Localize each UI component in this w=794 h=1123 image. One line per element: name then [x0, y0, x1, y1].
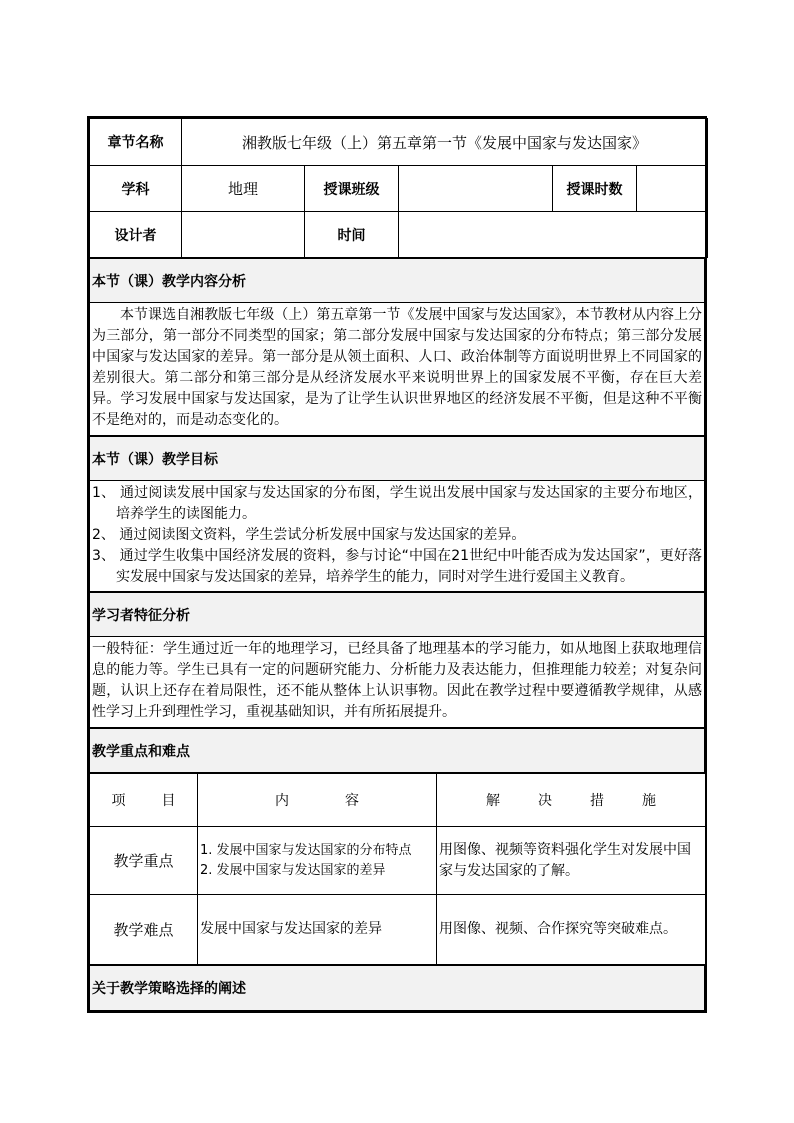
- lesson-plan-table: [87, 116, 707, 1013]
- key-point-solution: 用图像、视频等资料强化学生对发展中国家与发达国家的了解。: [437, 827, 706, 895]
- time-value: [399, 212, 708, 258]
- col-header-item: 项 目: [90, 774, 198, 827]
- chapter-label: 章节名称: [90, 119, 182, 166]
- learner-analysis-title: 学习者特征分析: [90, 593, 705, 637]
- subject-value: 地理: [182, 166, 305, 212]
- designer-label: 设计者: [90, 212, 182, 258]
- key-point-content-line: 2. 发展中国家与发达国家的差异: [200, 862, 386, 878]
- learner-analysis-text: 一般特征：学生通过近一年的地理学习，已经具备了地理基本的学习能力，如从地图上获取地理信息的能力等。学生已具有一定的问题研究能力、分析能力及表达能力，但推理能力较差；对复杂问题，认识上还存在着局限性，还不能从整体上认识事物。因此在教学过程中要遵循教学规律，从感性学习上升到理性学习，重视基础知识，并有所拓展提升。: [90, 637, 705, 728]
- key-points-table: [89, 773, 706, 965]
- key-points-title: 教学重点和难点: [90, 729, 705, 773]
- key-point-content: [198, 827, 437, 895]
- objective-item: 1、 通过阅读发展中国家与发达国家的分布图，学生说出发展中国家与发达国家的主要分布地区，培养学生的读图能力。: [92, 485, 702, 522]
- content-analysis-title: 本节（课）教学内容分析: [90, 259, 705, 303]
- class-label: 授课班级: [305, 166, 399, 212]
- strategy-section: [89, 965, 705, 1011]
- content-analysis-text: 本节课选自湘教版七年级（上）第五章第一节《发展中国家与发达国家》，本节教材从内容上分为三部分，第一部分不同类型的国家；第二部分发展中国家与发达国家的分布特点；第三部分发展中国家与发达国家的差异。第一部分是从领土面积、人口、政治体制等方面说明世界上不同国家的差别很大。第二部分和第三部分是从经济发展水平来说明世界上的国家发展不平衡，存在巨大差异。学习发展中国家与发达国家，是为了让学生认识世界地区的经济发展不平衡，但是这种不平衡不是绝对的，而是动态变化的。: [90, 303, 705, 436]
- class-value: [399, 166, 553, 212]
- objectives-list: [90, 481, 705, 592]
- hours-value: [637, 166, 708, 212]
- difficulty-content: 发展中国家与发达国家的差异: [198, 895, 437, 965]
- key-points-section: [89, 728, 705, 773]
- objectives-section: [89, 436, 705, 592]
- key-point-content-line: 1. 发展中国家与发达国家的分布特点: [200, 842, 412, 858]
- time-label: 时间: [305, 212, 399, 258]
- objective-item: 2、 通过阅读图文资料，学生尝试分析发展中国家与发达国家的差异。: [92, 527, 526, 543]
- objectives-title: 本节（课）教学目标: [90, 437, 705, 481]
- chapter-value: 湘教版七年级（上）第五章第一节《发展中国家与发达国家》: [182, 119, 708, 166]
- content-analysis-section: [89, 258, 705, 436]
- col-header-content: 内 容: [198, 774, 437, 827]
- designer-value: [182, 212, 305, 258]
- difficulty-solution: 用图像、视频、合作探究等突破难点。: [437, 895, 706, 965]
- learner-analysis-section: [89, 592, 705, 728]
- objective-item: 3、 通过学生收集中国经济发展的资料，参与讨论“中国在21世纪中叶能否成为发达国家”，更好落实发展中国家与发达国家的差异，培养学生的能力，同时对学生进行爱国主义教育。: [92, 548, 702, 585]
- subject-label: 学科: [90, 166, 182, 212]
- col-header-solution: 解 决 措 施: [437, 774, 706, 827]
- header-grid: [89, 118, 708, 258]
- hours-label: 授课时数: [553, 166, 637, 212]
- strategy-title: 关于教学策略选择的阐述: [90, 966, 705, 1011]
- difficulty-label: 教学难点: [90, 895, 198, 965]
- key-point-label: 教学重点: [90, 827, 198, 895]
